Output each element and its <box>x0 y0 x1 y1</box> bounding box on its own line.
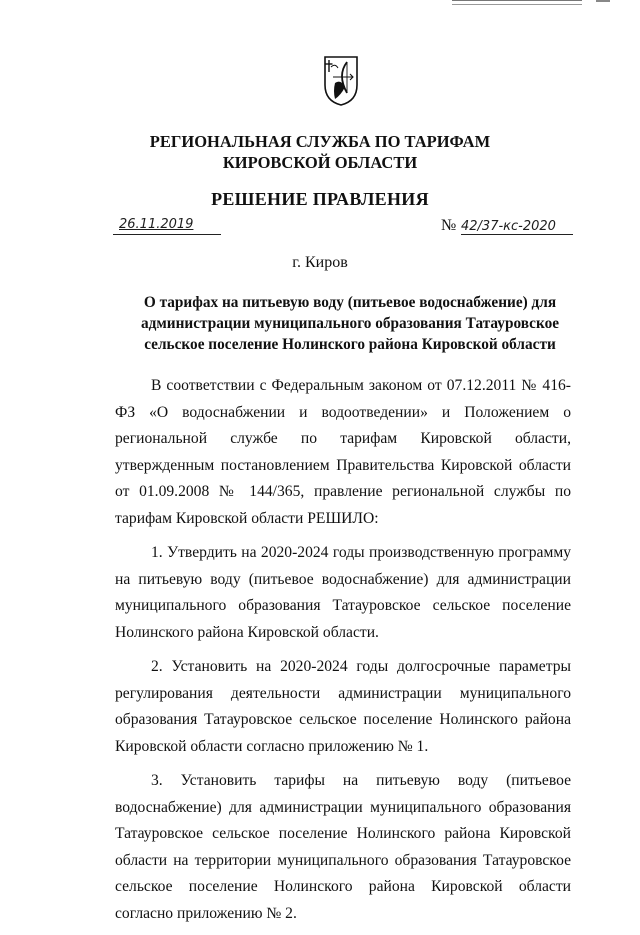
decision-date: 26.11.2019 <box>119 217 194 232</box>
organization-name-line2: КИРОВСКОЙ ОБЛАСТИ <box>222 153 418 172</box>
decision-number: 42/37-кс-2020 <box>461 219 573 235</box>
preamble-paragraph: В соответствии с Федеральным законом от 07.12.2011 № 416-ФЗ «О водоснабжении и водоотведении» и Положением о региональной службе по тарифам Кировской области, утвержденным постановлением Правительства Кировской области от 01.09.2008 № 144/365, правление региональной службы по тарифам Кировской области РЕШИЛО: <box>115 377 571 527</box>
number-sign: № <box>441 217 457 234</box>
kirov-coat-of-arms-icon <box>323 55 359 107</box>
organization-name-line1: РЕГИОНАЛЬНАЯ СЛУЖБА ПО ТАРИФАМ <box>149 132 491 151</box>
decision-body <box>115 373 571 935</box>
decision-title: РЕШЕНИЕ ПРАВЛЕНИЯ <box>211 189 429 209</box>
scan-edge-mark <box>452 0 582 5</box>
date-field <box>113 216 221 235</box>
decision-subject: О тарифах на питьевую воду (питьевое водоснабжение) для администрации муниципального образования Татауровское сельское поселение Нолинского района Кировской области <box>140 294 560 353</box>
city: г. Киров <box>292 254 348 271</box>
clause-1-paragraph: 1. Утвердить на 2020-2024 годы производственную программу на питьевую воду (питьевое водоснабжение) для администрации муниципального образования Татауровское сельское поселение Нолинского района Кировской области. <box>115 544 571 641</box>
scan-edge-dash <box>596 0 610 2</box>
clause-2-paragraph: 2. Установить на 2020-2024 годы долгосрочные параметры регулирования деятельности администрации муниципального образования Татауровское сельское поселение Нолинского района Кировской области согласно приложению № 1. <box>115 658 571 755</box>
clause-3-paragraph: 3. Установить тарифы на питьевую воду (питьевое водоснабжение) для администрации муниципального образования Татауровское сельское поселение Нолинского района Кировской области на территории муниципального образования Татауровское сельское поселение Нолинского района Кировской области согласно приложению № 2. <box>115 772 571 922</box>
